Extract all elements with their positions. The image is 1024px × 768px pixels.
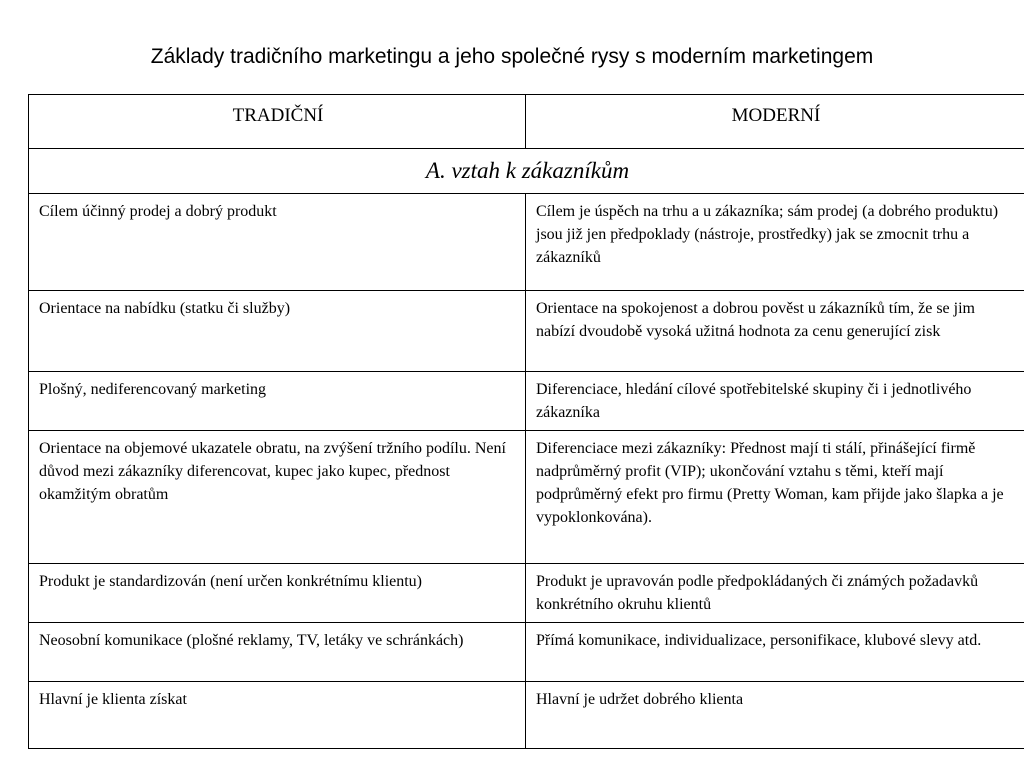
- cell-traditional: Hlavní je klienta získat: [29, 682, 526, 749]
- cell-traditional: Plošný, nediferencovaný marketing: [29, 372, 526, 431]
- cell-modern: Produkt je upravován podle předpokládaných či známých požadavků konkrétního okruhu klientů: [526, 564, 1024, 623]
- section-row: [29, 149, 1024, 194]
- cell-modern: Diferenciace mezi zákazníky: Přednost mají ti stálí, přinášející firmě nadprůměrný profit (VIP); ukončování vztahu s těmi, kteří mají podprůměrný efekt pro firmu (Pretty Woman, kam přijde jako šlapka a je vypoklonkována).: [526, 431, 1024, 564]
- cell-modern: Hlavní je udržet dobrého klienta: [526, 682, 1024, 749]
- header-modern: MODERNÍ: [526, 95, 1024, 149]
- cell-modern: Orientace na spokojenost a dobrou pověst u zákazníků tím, že se jim nabízí dvoudobě vysoká užitná hodnota za cenu generující zisk: [526, 291, 1024, 372]
- cell-modern: Diferenciace, hledání cílové spotřebitelské skupiny či i jednotlivého zákazníka: [526, 372, 1024, 431]
- cell-traditional: Orientace na objemové ukazatele obratu, na zvýšení tržního podílu. Není důvod mezi zákazníky diferencovat, kupec jako kupec, přednost okamžitým obratům: [29, 431, 526, 564]
- section-heading: A. vztah k zákazníkům: [29, 149, 1024, 194]
- table-row: [29, 291, 1024, 372]
- cell-traditional: Orientace na nabídku (statku či služby): [29, 291, 526, 372]
- table-row: [29, 623, 1024, 682]
- cell-traditional: Neosobní komunikace (plošné reklamy, TV, letáky ve schránkách): [29, 623, 526, 682]
- table-row: [29, 372, 1024, 431]
- cell-traditional: Cílem účinný prodej a dobrý produkt: [29, 194, 526, 291]
- cell-traditional: Produkt je standardizován (není určen konkrétnímu klientu): [29, 564, 526, 623]
- cell-modern: Přímá komunikace, individualizace, personifikace, klubové slevy atd.: [526, 623, 1024, 682]
- slide-title: Základy tradičního marketingu a jeho společné rysy s moderním marketingem: [150, 45, 874, 68]
- table-row: [29, 194, 1024, 291]
- header-traditional: TRADIČNÍ: [29, 95, 526, 149]
- table-row: [29, 564, 1024, 623]
- table-row: [29, 431, 1024, 564]
- comparison-table: [28, 94, 1024, 749]
- table-row: [29, 682, 1024, 749]
- cell-modern: Cílem je úspěch na trhu a u zákazníka; sám prodej (a dobrého produktu) jsou již jen předpoklady (nástroje, prostředky) jak se zmocnit trhu a zákazníků: [526, 194, 1024, 291]
- table-header-row: [29, 95, 1024, 149]
